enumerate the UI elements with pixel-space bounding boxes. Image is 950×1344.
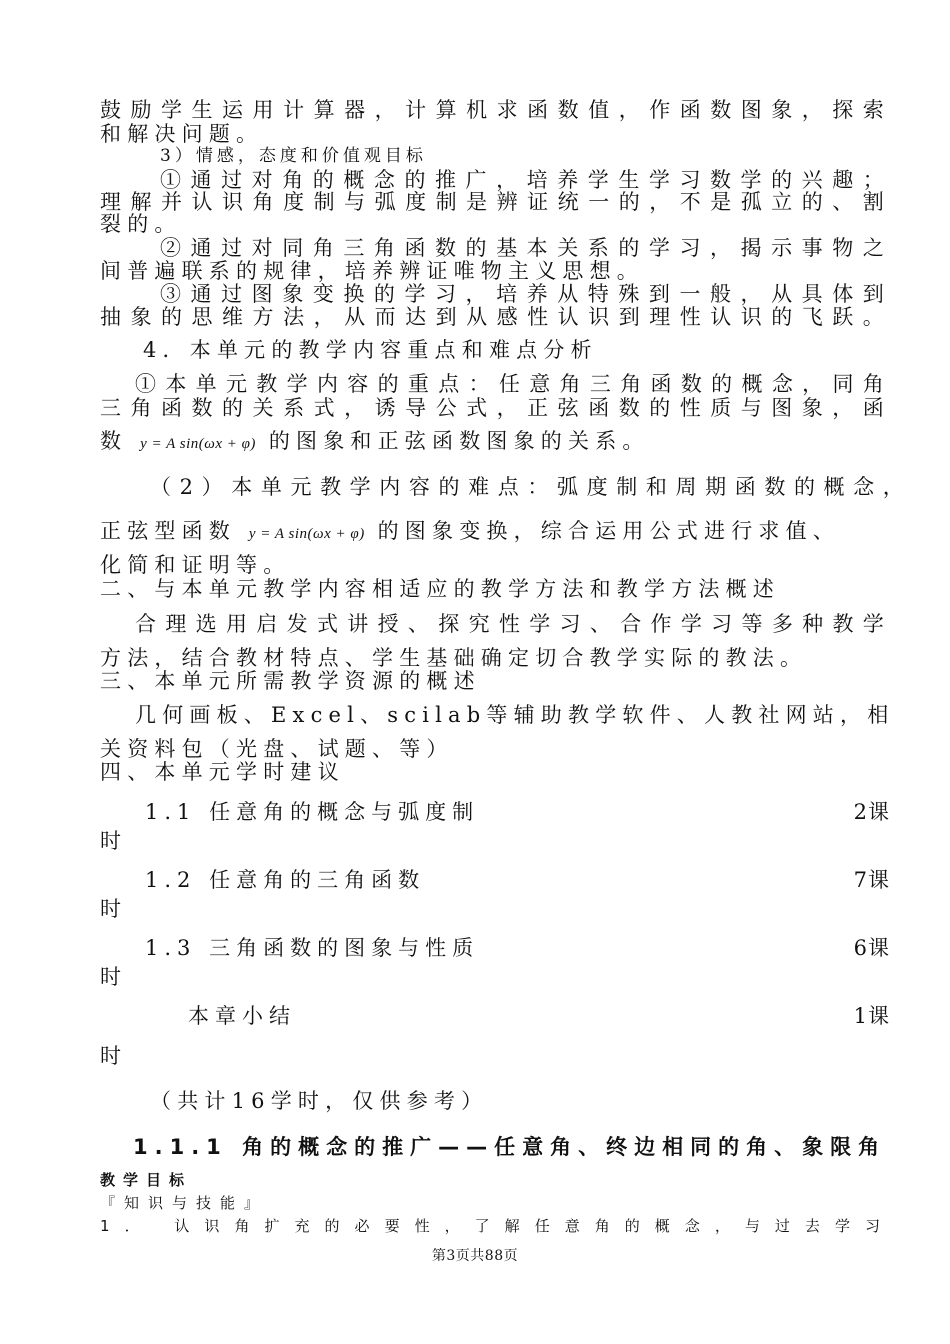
page-number-footer: 第3页共88页 <box>431 1248 519 1264</box>
text-line <box>100 521 890 542</box>
text-fragment: 数 <box>100 429 128 453</box>
text-line: 3）情感，态度和价值观目标 <box>160 146 427 166</box>
schedule-item-hours: 7课 <box>853 868 890 892</box>
text-line <box>100 431 890 452</box>
text-line: 方法，结合教材特点、学生基础确定切合教学实际的教法。 <box>100 646 808 670</box>
formula-sine: y = A sin(ωx + φ) <box>140 436 256 452</box>
text-line: 理解并认识角度制与弧度制是辨证统一的，不是孤立的、割 <box>100 190 890 214</box>
text-fragment: 的图象和正弦函数图象的关系。 <box>268 429 650 453</box>
text-line: （2）本单元教学内容的难点：弧度制和周期函数的概念， <box>150 475 910 499</box>
teaching-goal-title: 教学目标 <box>100 1171 193 1189</box>
schedule-item-hours: 1课 <box>853 1004 890 1028</box>
schedule-item-tail: 时 <box>100 897 128 921</box>
text-line: 裂的。 <box>100 212 182 236</box>
text-fragment: 的图象变换，综合运用公式进行求值、 <box>377 519 841 543</box>
section-heading: 二、与本单元教学内容相适应的教学方法和教学方法概述 <box>100 577 780 601</box>
total-hours-note: （共计16学时，仅供参考） <box>150 1089 489 1113</box>
schedule-item-label: 1.2 任意角的三角函数 <box>145 868 426 892</box>
schedule-item-label: 1.1 任意角的概念与弧度制 <box>145 800 480 824</box>
text-line: 间普遍联系的规律，培养辨证唯物主义思想。 <box>100 259 644 283</box>
text-line: 关资料包（光盘、试题、等） <box>100 737 454 761</box>
text-line: 化简和证明等。 <box>100 553 291 577</box>
schedule-item-label: 本章小结 <box>188 1004 296 1028</box>
subsection-heading: 4．本单元的教学内容重点和难点分析 <box>143 338 598 362</box>
text-line: 和解决问题。 <box>100 122 264 146</box>
formula-sine: y = A sin(ωx + φ) <box>248 526 365 542</box>
text-line: 鼓励学生运用计算器，计算机求函数值，作函数图象，探索 <box>100 98 890 122</box>
section-heading: 四、本单元学时建议 <box>100 760 345 784</box>
schedule-item-label: 1.3 三角函数的图象与性质 <box>145 936 480 960</box>
text-line: 合理选用启发式讲授、探究性学习、合作学习等多种教学 <box>135 612 890 636</box>
section-heading: 三、本单元所需教学资源的概述 <box>100 669 481 693</box>
text-fragment: 正弦型函数 <box>100 519 236 543</box>
text-line: ①通过对角的概念的推广，培养学生学习数学的兴趣； <box>160 168 890 192</box>
schedule-item-tail: 时 <box>100 965 128 989</box>
text-line: 三角函数的关系式，诱导公式，正弦函数的性质与图象，函 <box>100 396 890 420</box>
knowledge-skill-title: 『知识与技能』 <box>100 1194 269 1212</box>
text-line: ②通过对同角三角函数的基本关系的学习，揭示事物之 <box>160 236 890 260</box>
schedule-item-tail: 时 <box>100 1044 128 1068</box>
text-line: 1． 认识角扩充的必要性，了解任意角的概念，与过去学习 <box>100 1217 890 1235</box>
schedule-item-tail: 时 <box>100 829 128 853</box>
text-line: 几何画板、Excel、scilab等辅助教学软件、人教社网站，相 <box>135 703 895 727</box>
text-line: ③通过图象变换的学习，培养从特殊到一般，从具体到 <box>160 282 890 306</box>
text-line: 抽象的思维方法，从而达到从感性认识到理性认识的飞跃。 <box>100 305 890 329</box>
schedule-item-hours: 2课 <box>853 800 890 824</box>
lesson-heading: 1.1.1 角的概念的推广——任意角、终边相同的角、象限角 <box>133 1135 887 1159</box>
schedule-item-hours: 6课 <box>853 936 890 960</box>
text-line: ①本单元教学内容的重点：任意角三角函数的概念，同角 <box>135 372 890 396</box>
